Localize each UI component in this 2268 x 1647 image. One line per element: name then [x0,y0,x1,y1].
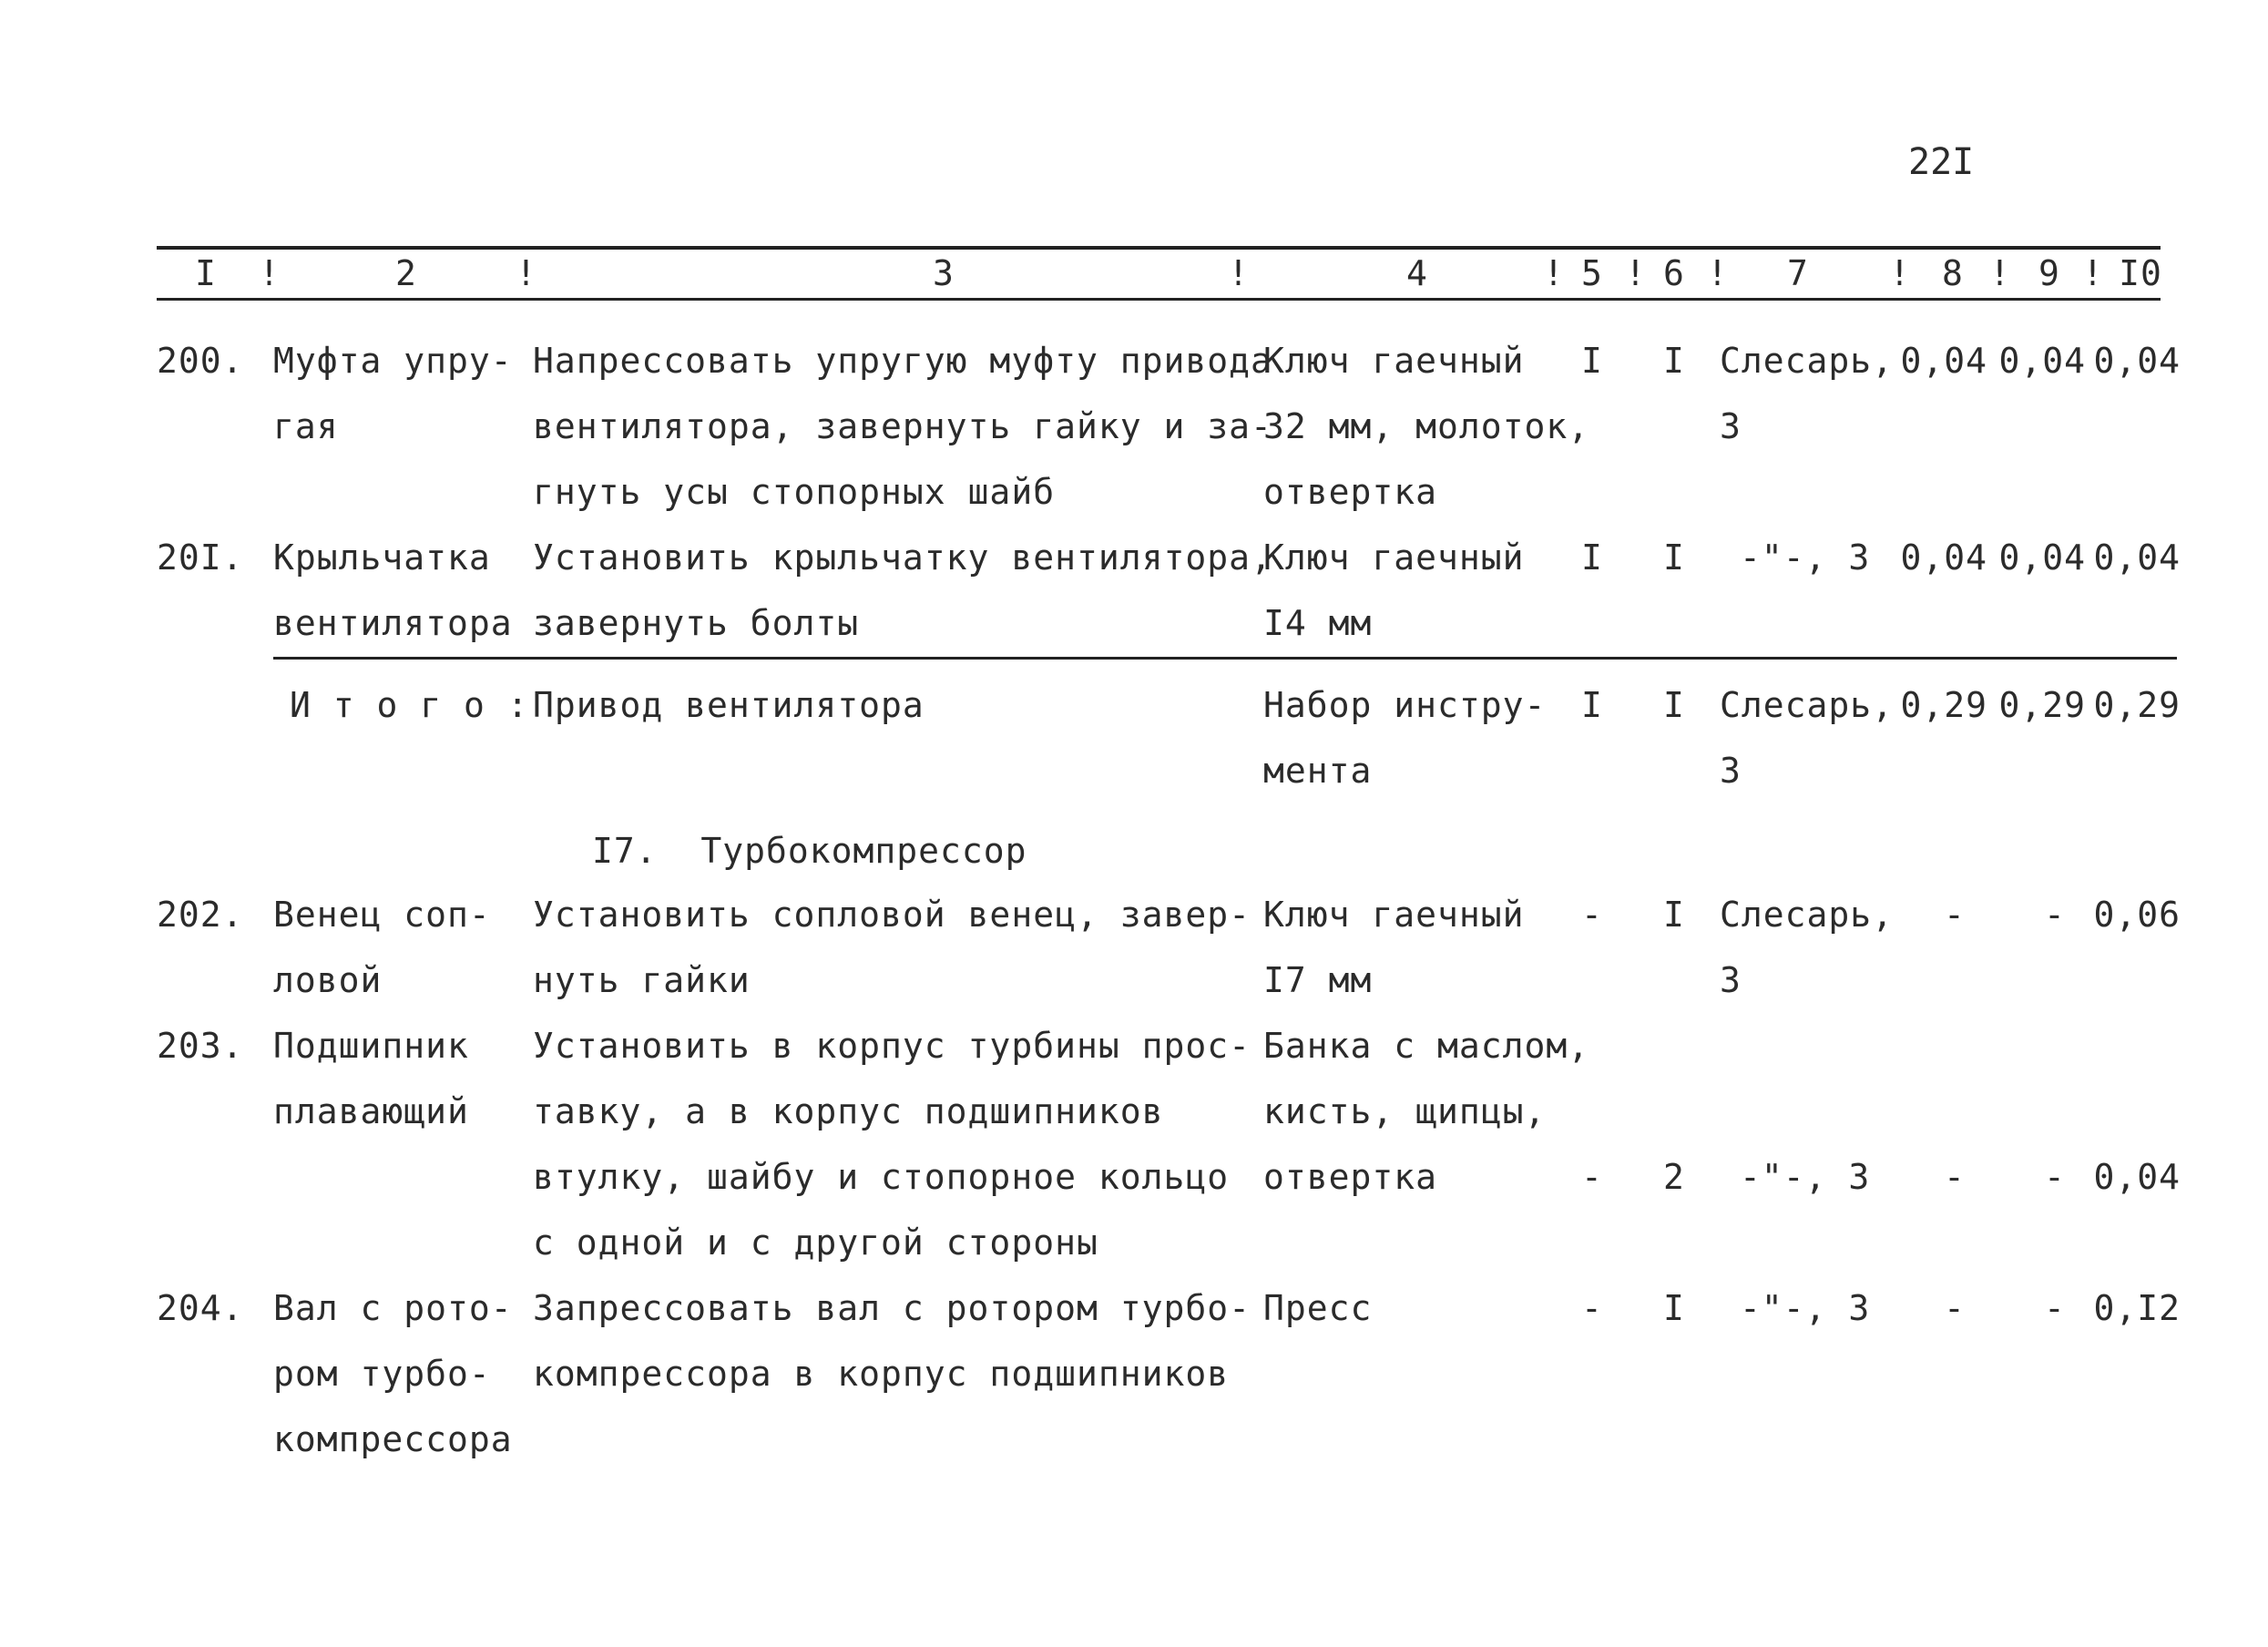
tools-text: Пресс [1263,1288,1373,1328]
header-separator: ! [1625,253,1647,293]
col5-value: - [1581,895,1603,935]
col-header-1: I [195,253,217,293]
component-name: гая [273,406,339,446]
worker-text: 3 [1720,960,1742,1000]
header-bottom-rule [157,298,2161,301]
col-header-7: 7 [1787,253,1809,293]
tools-text: отвертка [1263,472,1438,512]
col9-value: - [2044,1157,2066,1197]
col5-value: I [1581,341,1603,381]
col5-value: I [1581,537,1603,578]
operation-text: компрессора в корпус подшипников [533,1354,1230,1394]
col-header-2: 2 [395,253,417,293]
component-name: Вал с рото- [273,1288,513,1328]
col-header-4: 4 [1406,253,1428,293]
worker-text: -"-, 3 [1740,537,1871,578]
row-number: 20I. [157,537,244,578]
col9-value: - [2044,895,2066,935]
col5-value: - [1581,1288,1603,1328]
col6-value: I [1663,341,1685,381]
header-separator: ! [1228,253,1250,293]
tools-text: Ключ гаечный [1263,895,1525,935]
tools-text: мента [1263,751,1373,791]
tools-text: кисть, щипцы, [1263,1091,1547,1131]
col10-value: 0,06 [2093,895,2181,935]
tools-text: I4 мм [1263,603,1373,643]
component-name: компрессора [273,1419,513,1459]
component-name: Венец соп- [273,895,491,935]
component-name: вентилятора [273,603,513,643]
header-separator: ! [259,253,281,293]
col-header-9: 9 [2038,253,2060,293]
worker-text: Слесарь, [1720,685,1895,725]
col6-value: I [1663,1288,1685,1328]
header-top-rule [157,246,2161,250]
worker-text: -"-, 3 [1740,1288,1871,1328]
col6-value: I [1663,537,1685,578]
col-header-10: I0 [2119,253,2162,293]
component-name: ловой [273,960,383,1000]
col6-value: 2 [1663,1157,1685,1197]
row-number: 200. [157,341,244,381]
col9-value: - [2044,1288,2066,1328]
col-header-8: 8 [1942,253,1964,293]
operation-text: Установить сопловой венец, завер- [533,895,1251,935]
col5-value: I [1581,685,1603,725]
header-separator: ! [2082,253,2104,293]
worker-text: Слесарь, [1720,341,1895,381]
worker-text: -"-, 3 [1740,1157,1871,1197]
col9-value: 0,04 [1998,537,2086,578]
total-label: И т о г о : [290,685,529,725]
operation-text: Запрессовать вал с ротором турбо- [533,1288,1251,1328]
col5-value: - [1581,1157,1603,1197]
col9-value: 0,04 [1998,341,2086,381]
col8-value: - [1944,1157,1966,1197]
col9-value: 0,29 [1998,685,2086,725]
component-name: плавающий [273,1091,469,1131]
col-header-3: 3 [933,253,955,293]
col6-value: I [1663,685,1685,725]
header-separator: ! [1543,253,1565,293]
component-name: Крыльчатка [273,537,491,578]
operation-text: тавку, а в корпус подшипников [533,1091,1164,1131]
tools-text: Набор инстру- [1263,685,1547,725]
col8-value: 0,04 [1900,341,1987,381]
row-number: 202. [157,895,244,935]
worker-text: Слесарь, [1720,895,1895,935]
worker-text: 3 [1720,406,1742,446]
col8-value: - [1944,895,1966,935]
col6-value: I [1663,895,1685,935]
col10-value: 0,04 [2093,537,2181,578]
operation-text: с одной и с другой стороны [533,1222,1098,1263]
header-separator: ! [516,253,537,293]
header-separator: ! [1707,253,1729,293]
operation-text: Привод вентилятора [533,685,925,725]
tools-text: Банка с маслом, [1263,1026,1590,1066]
page-number: 22I [1908,141,1975,183]
component-name: ром турбо- [273,1354,491,1394]
col10-value: 0,04 [2093,341,2181,381]
col10-value: 0,04 [2093,1157,2181,1197]
row-number: 203. [157,1026,244,1066]
col8-value: 0,04 [1900,537,1987,578]
operation-text: втулку, шайбу и стопорное кольцо [533,1157,1230,1197]
col-header-6: 6 [1663,253,1685,293]
tools-text: Ключ гаечный [1263,537,1525,578]
tools-text: I7 мм [1263,960,1373,1000]
tools-text: 32 мм, молоток, [1263,406,1590,446]
operation-text: гнуть усы стопорных шайб [533,472,1056,512]
row-number: 204. [157,1288,244,1328]
col8-value: - [1944,1288,1966,1328]
section-title: I7. Турбокомпрессор [592,831,1027,871]
component-name: Подшипник [273,1026,469,1066]
subtotal-rule [273,657,2177,660]
component-name: Муфта упру- [273,341,513,381]
operation-text: нуть гайки [533,960,751,1000]
operation-text: завернуть болты [533,603,860,643]
tools-text: Ключ гаечный [1263,341,1525,381]
operation-text: вентилятора, завернуть гайку и за- [533,406,1272,446]
tools-text: отвертка [1263,1157,1438,1197]
col8-value: 0,29 [1900,685,1987,725]
operation-text: Установить крыльчатку вентилятора, [533,537,1272,578]
operation-text: Напрессовать упругую муфту привода [533,341,1272,381]
worker-text: 3 [1720,751,1742,791]
operation-text: Установить в корпус турбины прос- [533,1026,1251,1066]
col10-value: 0,29 [2093,685,2181,725]
col10-value: 0,I2 [2093,1288,2181,1328]
col-header-5: 5 [1581,253,1603,293]
header-separator: ! [1989,253,2011,293]
header-separator: ! [1889,253,1911,293]
